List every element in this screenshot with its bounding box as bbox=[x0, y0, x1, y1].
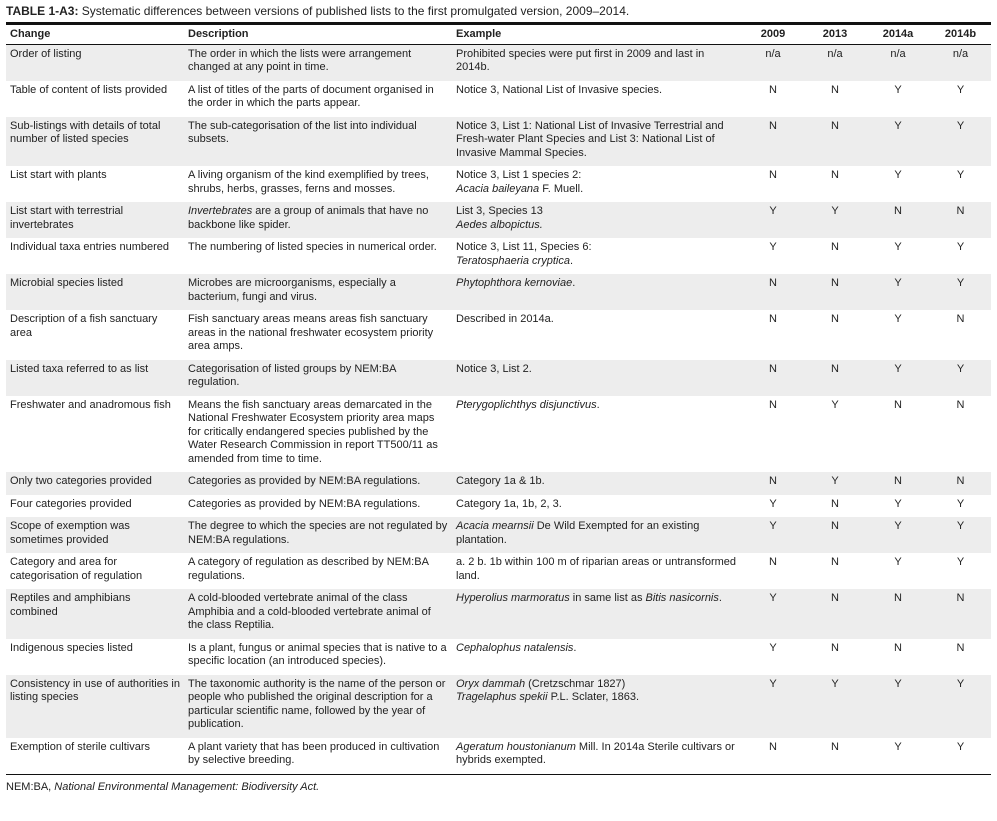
text-segment: List 3, Species 13 bbox=[456, 205, 543, 217]
value-2013: N bbox=[831, 497, 839, 510]
value-2014b: Y bbox=[930, 360, 991, 396]
change-cell: Order of listing bbox=[6, 44, 184, 81]
value-2009: N bbox=[769, 556, 777, 568]
text-segment: Category 1a & 1b. bbox=[456, 475, 545, 487]
table-row bbox=[6, 589, 991, 639]
header-2014a: 2014a bbox=[866, 24, 930, 45]
change-cell: Listed taxa referred to as list bbox=[6, 360, 184, 396]
text-segment: . bbox=[596, 398, 600, 411]
value-2009: N bbox=[742, 472, 804, 495]
description-cell bbox=[184, 495, 452, 518]
table-row bbox=[6, 274, 991, 310]
value-2014b: N bbox=[956, 313, 965, 325]
change-cell: List start with terrestrial invertebrates bbox=[6, 202, 184, 238]
text-segment: Category 1a, 1b, 2, 3. bbox=[456, 497, 562, 510]
value-2013: N bbox=[831, 313, 839, 325]
description-cell bbox=[184, 202, 452, 238]
text-segment: Categories as provided by NEM:BA regulations. bbox=[188, 475, 421, 487]
description-cell bbox=[184, 589, 452, 639]
value-2009: N bbox=[742, 738, 804, 775]
differences-table bbox=[6, 22, 991, 775]
text-segment: The sub-categorisation of the list into individual subsets. bbox=[188, 119, 417, 145]
value-2014a: Y bbox=[866, 117, 930, 167]
text-segment: Mill. In 2014a Sterile cultivars or hybrids exempted. bbox=[456, 740, 735, 766]
text-segment: Fish sanctuary areas means areas fish sanctuary areas in the national freshwater ecosystem priority area amps. bbox=[188, 313, 434, 352]
text-segment: Notice 3, List 1 species 2: bbox=[456, 169, 582, 181]
value-2014a: Y bbox=[894, 83, 902, 96]
italic-text: Phytophthora kernoviae bbox=[456, 277, 573, 289]
value-2014a: N bbox=[866, 589, 930, 639]
text-segment: (Cretzschmar 1827) bbox=[525, 677, 626, 690]
text-segment: The order in which the lists were arrangement changed at any point in time. bbox=[188, 47, 412, 73]
value-2014a: Y bbox=[894, 497, 902, 510]
value-2013: Y bbox=[804, 675, 866, 738]
footnote-text: National Environmental Management: Biodiversity Act. bbox=[54, 780, 320, 793]
value-2009: Y bbox=[769, 241, 777, 253]
text-segment: A category of regulation as described by NEM:BA regulations. bbox=[188, 556, 429, 582]
text-segment: A plant variety that has been produced in cultivation by selective breeding. bbox=[188, 740, 440, 766]
text-segment: A cold-blooded vertebrate animal of the class Amphibia and a cold-blooded vertebrate animal of the class Reptilia. bbox=[188, 592, 431, 631]
value-2014b: Y bbox=[956, 556, 965, 568]
text-segment: Microbes are microorganisms, especially a bacterium, fungi and virus. bbox=[188, 277, 396, 303]
change-cell: List start with plants bbox=[10, 169, 107, 181]
value-2014a: Y bbox=[894, 169, 902, 181]
value-2013: Y bbox=[831, 398, 839, 411]
description-cell bbox=[184, 81, 452, 117]
value-2014a: Y bbox=[866, 517, 930, 553]
value-2013: N bbox=[831, 169, 839, 181]
table-row bbox=[6, 553, 991, 589]
italic-text: Hyperolius marmoratus bbox=[456, 592, 570, 604]
value-2014a: Y bbox=[894, 241, 902, 253]
text-segment: Prohibited species were put first in 2009 and last in 2014b. bbox=[456, 47, 705, 73]
table-row bbox=[6, 310, 991, 360]
italic-text: Pterygoplichthys disjunctivus bbox=[456, 398, 597, 411]
value-2009: N bbox=[742, 117, 804, 167]
text-segment: in same list as bbox=[569, 592, 646, 604]
text-segment: Means the fish sanctuary areas demarcated in the National Freshwater Ecosystem priority area maps for critically endangered species published by the Water Research Commission in report TT500/11 as amended from time to time. bbox=[188, 398, 438, 465]
value-2009: Y bbox=[742, 517, 804, 553]
text-segment: F. Muell. bbox=[539, 182, 584, 195]
change-cell: Microbial species listed bbox=[6, 274, 184, 310]
example-cell bbox=[452, 639, 742, 675]
description-cell bbox=[184, 238, 452, 274]
table-row bbox=[6, 360, 991, 396]
text-segment: Categorisation of listed groups by NEM:BA regulation. bbox=[188, 362, 396, 388]
text-segment: The degree to which the species are not regulated by NEM:BA regulations. bbox=[188, 520, 448, 546]
value-2014b: N bbox=[956, 398, 965, 411]
example-cell bbox=[452, 238, 742, 274]
value-2009: N bbox=[769, 398, 777, 411]
value-2014b: Y bbox=[956, 497, 965, 510]
value-2014b: Y bbox=[930, 517, 991, 553]
value-2009: N bbox=[742, 274, 804, 310]
text-segment: . bbox=[572, 277, 576, 289]
description-cell bbox=[184, 472, 452, 495]
example-cell bbox=[452, 274, 742, 310]
header-row bbox=[6, 24, 991, 45]
value-2014b: N bbox=[930, 202, 991, 238]
header-2009: 2009 bbox=[742, 24, 804, 45]
value-2009: Y bbox=[742, 589, 804, 639]
value-2014a: Y bbox=[866, 274, 930, 310]
value-2014a: Y bbox=[894, 556, 902, 568]
value-2014b: Y bbox=[930, 675, 991, 738]
value-2013: N bbox=[804, 117, 866, 167]
example-cell bbox=[452, 738, 742, 775]
table-title: Systematic differences between versions of published lists to the first promulgated version, 2009–2014. bbox=[78, 4, 630, 18]
value-2014b: N bbox=[930, 472, 991, 495]
value-2013: N bbox=[831, 641, 839, 654]
value-2013: N bbox=[831, 556, 839, 568]
value-2013: Y bbox=[804, 202, 866, 238]
value-2009: N bbox=[742, 360, 804, 396]
example-cell bbox=[452, 360, 742, 396]
change-cell: Table of content of lists provided bbox=[10, 83, 168, 96]
text-segment: Notice 3, List 1: National List of Invasive Terrestrial and Fresh-water Plant Species and List 3: National List of Invasive Mammal Species. bbox=[456, 119, 724, 159]
italic-text: Acacia mearnsii bbox=[456, 520, 534, 532]
table-caption bbox=[6, 4, 991, 18]
table-row bbox=[6, 639, 991, 675]
table-row bbox=[6, 117, 991, 167]
text-segment: A living organism of the kind exemplified by trees, shrubs, herbs, grasses, ferns and mosses. bbox=[188, 169, 429, 195]
example-cell bbox=[452, 117, 742, 167]
table-row bbox=[6, 675, 991, 738]
description-cell bbox=[184, 639, 452, 675]
text-segment: Notice 3, List 2. bbox=[456, 362, 532, 375]
description-cell bbox=[184, 166, 452, 202]
description-cell bbox=[184, 310, 452, 360]
table-row bbox=[6, 495, 991, 518]
value-2013: N bbox=[804, 738, 866, 775]
value-2013: n/a bbox=[804, 44, 866, 81]
italic-text: Teratosphaeria cryptica bbox=[456, 254, 570, 267]
value-2014b: Y bbox=[930, 738, 991, 775]
table-row bbox=[6, 81, 991, 117]
example-cell bbox=[452, 202, 742, 238]
change-cell: Consistency in use of authorities in listing species bbox=[6, 675, 184, 738]
change-cell: Indigenous species listed bbox=[10, 641, 133, 654]
text-segment: De Wild Exempted for an existing plantation. bbox=[456, 520, 700, 546]
change-cell: Scope of exemption was sometimes provided bbox=[6, 517, 184, 553]
text-segment: Described in 2014a. bbox=[456, 313, 554, 325]
description-cell bbox=[184, 517, 452, 553]
description-cell bbox=[184, 553, 452, 589]
value-2014b: N bbox=[956, 641, 965, 654]
value-2009: n/a bbox=[742, 44, 804, 81]
change-cell: Only two categories provided bbox=[6, 472, 184, 495]
example-cell bbox=[452, 396, 742, 473]
text-segment: are a group of animals that have no backbone like spider. bbox=[188, 205, 429, 231]
text-segment: The taxonomic authority is the name of the person or people who published the original description for a particular scientific name, followed by the year of publication. bbox=[188, 677, 446, 730]
text-segment: The numbering of listed species in numerical order. bbox=[188, 241, 437, 253]
change-cell: Individual taxa entries numbered bbox=[10, 241, 169, 253]
text-segment: Categories as provided by NEM:BA regulations. bbox=[188, 497, 421, 510]
example-cell bbox=[452, 472, 742, 495]
value-2013: N bbox=[804, 589, 866, 639]
value-2014a: n/a bbox=[866, 44, 930, 81]
italic-text: Oryx dammah bbox=[456, 677, 526, 690]
italic-text: Tragelaphus spekii bbox=[456, 691, 548, 703]
header-2013: 2013 bbox=[804, 24, 866, 45]
example-cell bbox=[452, 517, 742, 553]
value-2014b: n/a bbox=[930, 44, 991, 81]
description-cell bbox=[184, 44, 452, 81]
change-cell: Sub-listings with details of total number of listed species bbox=[6, 117, 184, 167]
value-2009: Y bbox=[742, 675, 804, 738]
value-2009: N bbox=[769, 313, 777, 325]
text-segment: . bbox=[718, 592, 722, 604]
text-segment: A list of titles of the parts of document organised in the order in which the parts appear. bbox=[188, 83, 434, 109]
value-2013: N bbox=[804, 360, 866, 396]
text-segment: Notice 3, List 11, Species 6: bbox=[456, 241, 592, 253]
text-segment: . bbox=[569, 254, 573, 267]
example-cell bbox=[452, 166, 742, 202]
table-row bbox=[6, 472, 991, 495]
value-2014a: N bbox=[894, 641, 902, 654]
table-row bbox=[6, 396, 991, 473]
value-2009: Y bbox=[769, 641, 777, 654]
value-2013: N bbox=[804, 274, 866, 310]
table-row bbox=[6, 517, 991, 553]
text-segment: Notice 3, National List of Invasive species. bbox=[456, 83, 663, 96]
text-segment: Is a plant, fungus or animal species that is native to a specific location (an introduced species). bbox=[188, 641, 447, 667]
change-cell: Freshwater and anadromous fish bbox=[10, 398, 171, 411]
description-cell bbox=[184, 117, 452, 167]
example-cell bbox=[452, 81, 742, 117]
value-2014a: Y bbox=[866, 675, 930, 738]
value-2014a: Y bbox=[866, 360, 930, 396]
table-row bbox=[6, 738, 991, 775]
change-cell: Four categories provided bbox=[10, 497, 132, 510]
example-cell bbox=[452, 495, 742, 518]
italic-text: Invertebrates bbox=[188, 205, 253, 217]
value-2014b: Y bbox=[956, 83, 965, 96]
table-row bbox=[6, 238, 991, 274]
description-cell bbox=[184, 396, 452, 473]
example-cell bbox=[452, 44, 742, 81]
example-cell bbox=[452, 675, 742, 738]
table-row bbox=[6, 44, 991, 81]
value-2009: N bbox=[769, 83, 777, 96]
text-segment: . bbox=[573, 641, 577, 654]
example-cell bbox=[452, 310, 742, 360]
italic-text: Bitis nasicornis bbox=[645, 592, 719, 604]
value-2009: Y bbox=[769, 497, 777, 510]
value-2014b: Y bbox=[930, 274, 991, 310]
description-cell bbox=[184, 274, 452, 310]
value-2014a: Y bbox=[866, 738, 930, 775]
text-segment: P.L. Sclater, 1863. bbox=[547, 691, 640, 703]
value-2014b: Y bbox=[956, 169, 965, 181]
table-row bbox=[6, 202, 991, 238]
italic-text: Ageratum houstonianum bbox=[456, 740, 576, 753]
footnote-abbr: NEM:BA, bbox=[6, 780, 55, 793]
value-2013: N bbox=[804, 517, 866, 553]
value-2009: N bbox=[769, 169, 777, 181]
header-example: Example bbox=[452, 24, 742, 45]
value-2013: N bbox=[831, 241, 839, 253]
value-2013: N bbox=[831, 83, 839, 96]
value-2009: Y bbox=[742, 202, 804, 238]
header-change: Change bbox=[6, 24, 184, 45]
value-2014b: Y bbox=[956, 241, 965, 253]
italic-text: Acacia baileyana bbox=[456, 182, 540, 195]
text-segment: a. 2 b. 1b within 100 m of riparian areas or untransformed land. bbox=[456, 556, 737, 582]
italic-text: Cephalophus natalensis bbox=[456, 641, 574, 654]
description-cell bbox=[184, 675, 452, 738]
value-2014a: N bbox=[866, 472, 930, 495]
value-2014b: N bbox=[930, 589, 991, 639]
value-2013: Y bbox=[804, 472, 866, 495]
table-row bbox=[6, 166, 991, 202]
value-2014a: Y bbox=[894, 313, 902, 325]
change-cell: Reptiles and amphibians combined bbox=[6, 589, 184, 639]
description-cell bbox=[184, 738, 452, 775]
example-cell bbox=[452, 589, 742, 639]
italic-text: Aedes albopictus. bbox=[456, 218, 543, 231]
table-label: TABLE 1-A3: bbox=[6, 4, 79, 18]
value-2014a: N bbox=[894, 398, 902, 411]
value-2014b: Y bbox=[930, 117, 991, 167]
header-description: Description bbox=[184, 24, 452, 45]
change-cell: Category and area for categorisation of regulation bbox=[10, 556, 143, 582]
description-cell bbox=[184, 360, 452, 396]
footnote bbox=[6, 781, 991, 793]
header-2014b: 2014b bbox=[930, 24, 991, 45]
value-2014a: N bbox=[866, 202, 930, 238]
change-cell: Description of a fish sanctuary area bbox=[10, 313, 158, 339]
change-cell: Exemption of sterile cultivars bbox=[6, 738, 184, 775]
example-cell bbox=[452, 553, 742, 589]
